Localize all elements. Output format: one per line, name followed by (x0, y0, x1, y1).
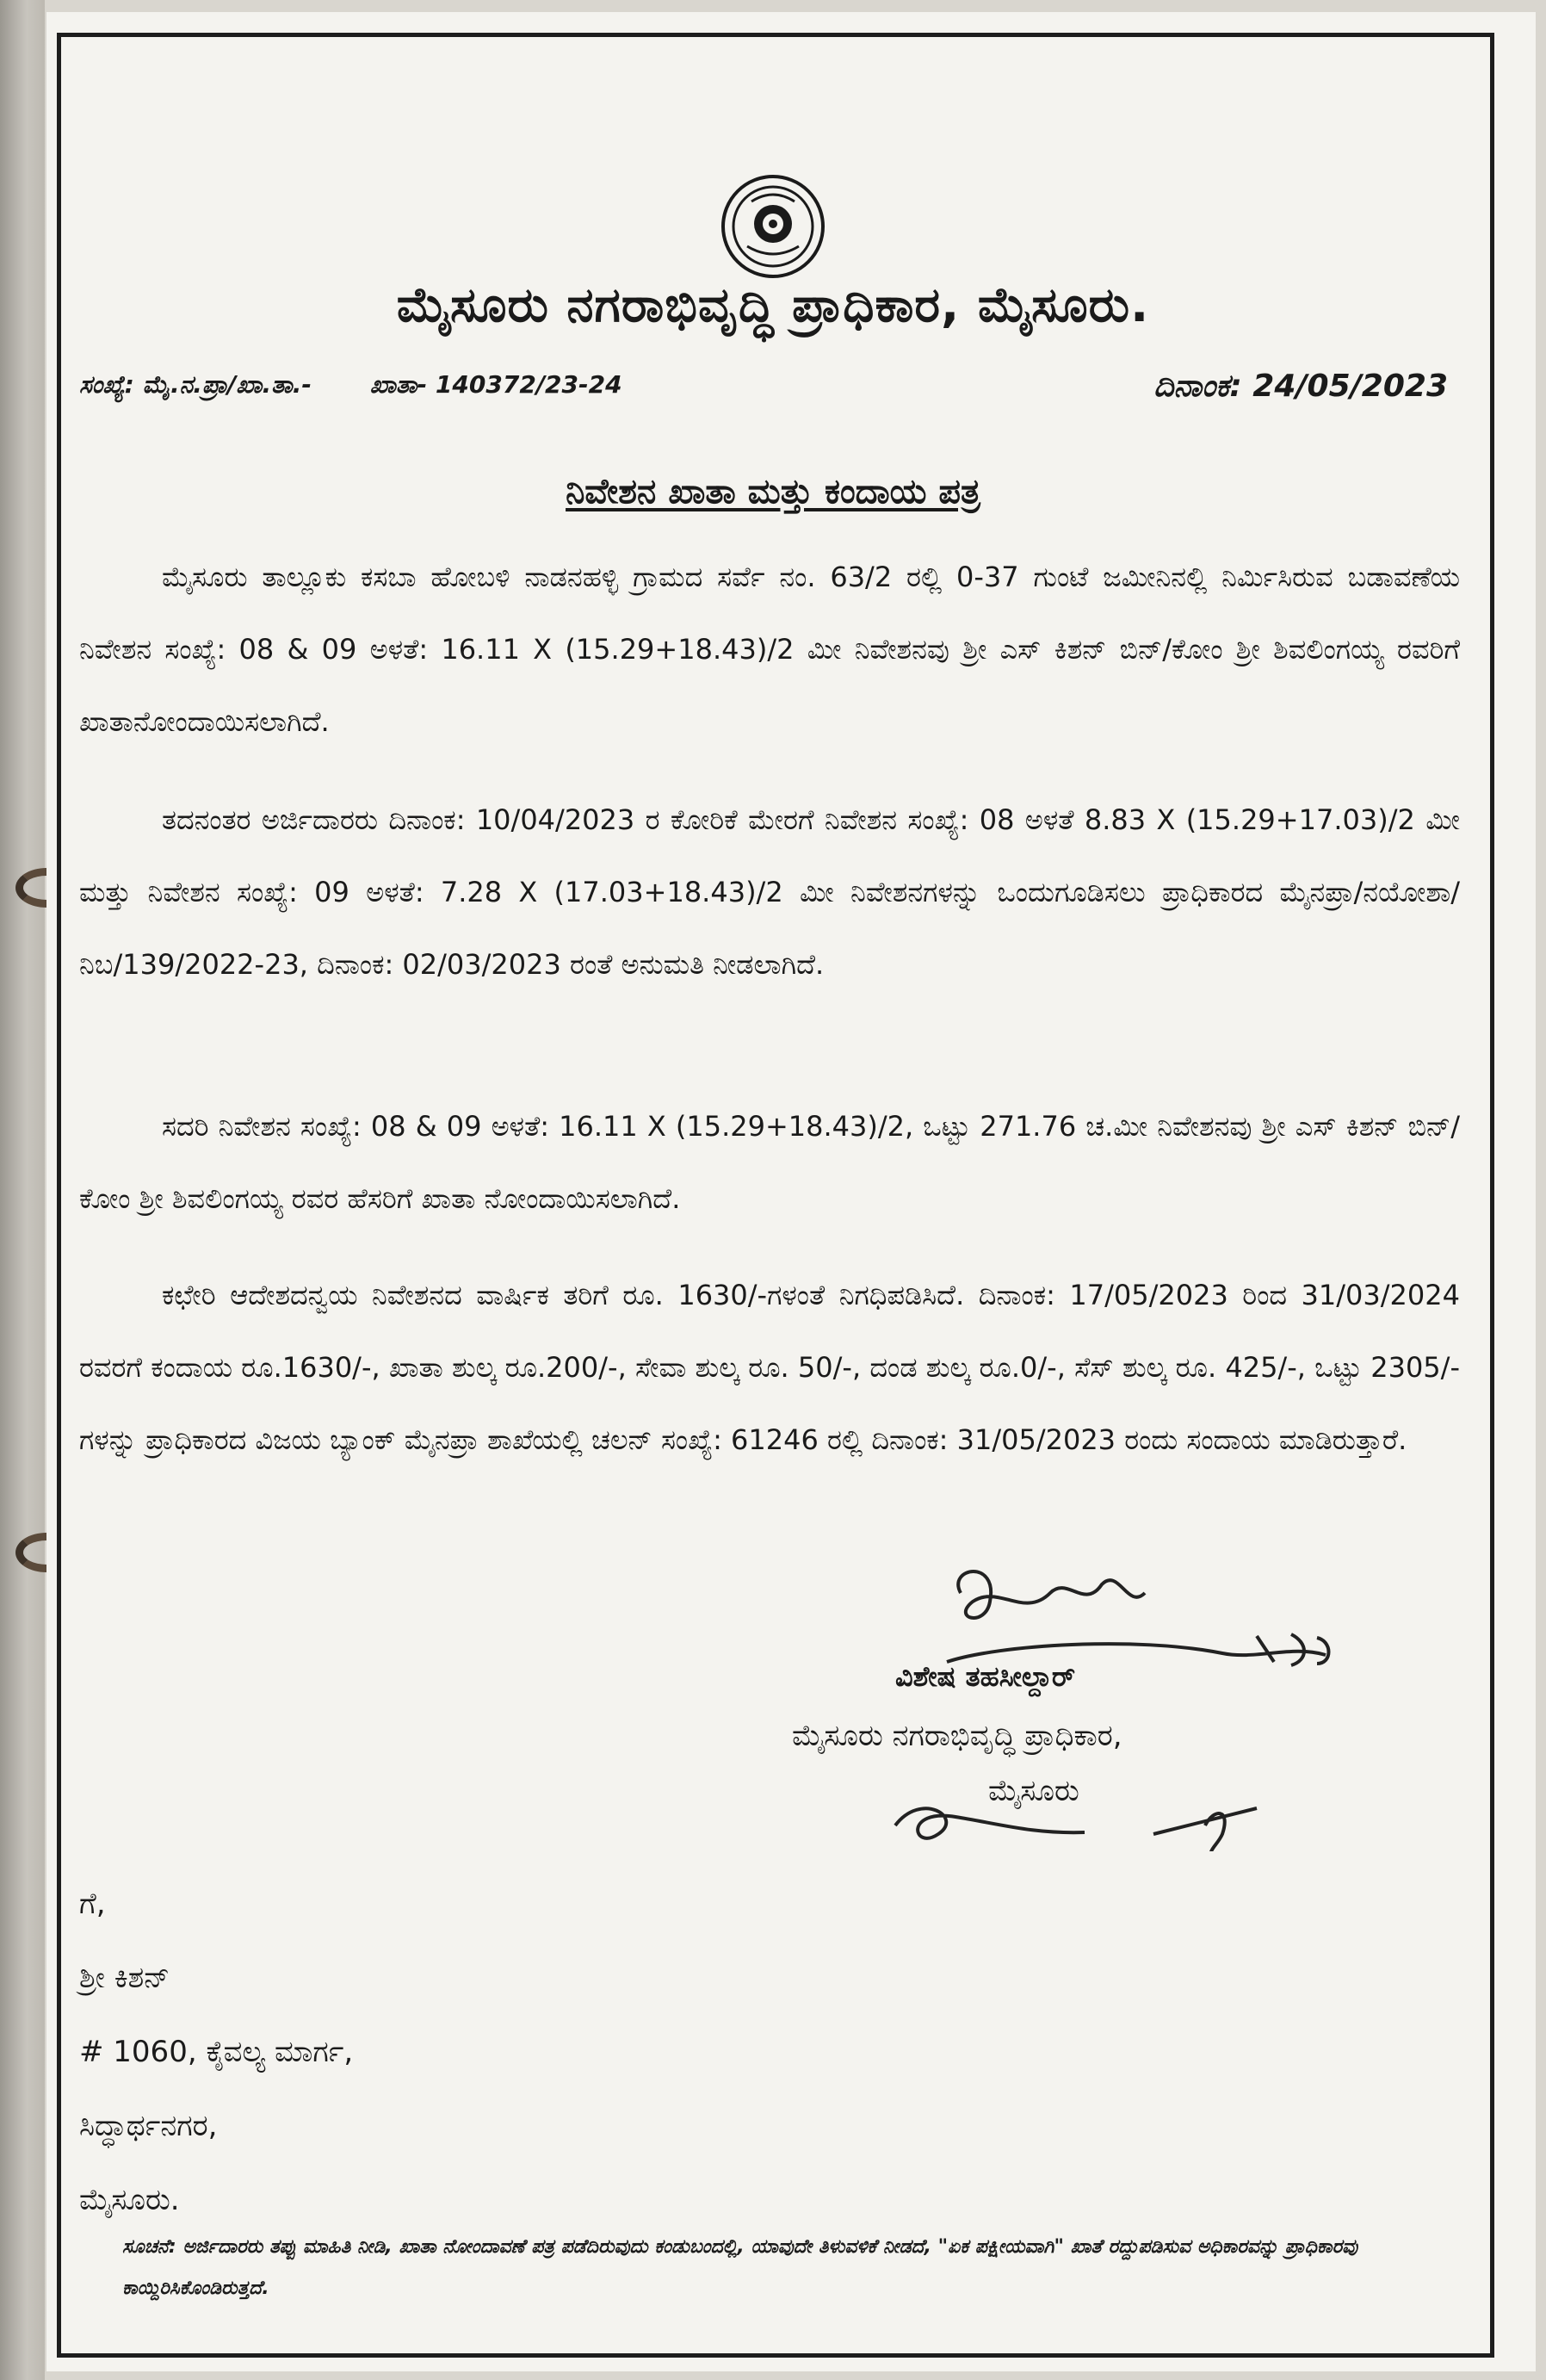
signatory-office: ಮೈಸೂರು ನಗರಾಭಿವೃದ್ಧಿ ಪ್ರಾಧಿಕಾರ, (792, 1719, 1122, 1753)
recipient-address (79, 1867, 353, 2237)
authority-title: ಮೈಸೂರು ನಗರಾಭಿವೃದ್ಧಿ ಪ್ರಾಧಿಕಾರ, ಮೈಸೂರು. (396, 277, 1150, 333)
issue-date: ದಿನಾಂಕ: 24/05/2023 (1153, 369, 1448, 404)
authority-emblem-icon (719, 172, 827, 281)
signatory-designation: ವಿಶೇಷ ತಹಸೀಲ್ದಾರ್ (895, 1660, 1076, 1693)
signatory-city: ಮೈಸೂರು (988, 1774, 1079, 1808)
letter-subject: ನಿವೇಶನ ಖಾತಾ ಮತ್ತು ಕಂದಾಯ ಪತ್ರ (566, 472, 980, 511)
paragraph-khata-registration: ಸದರಿ ನಿವೇಶನ ಸಂಖ್ಯೆ: 08 & 09 ಅಳತೆ: 16.11 X (15.29+18.43)/2, ಒಟ್ಟು 271.76 ಚ.ಮೀ ನಿವೇಶನವು ಶ್ರೀ ಎಸ್ ಕಿಶನ್ ಬಿನ್/ಕೋಂ ಶ್ರೀ ಶಿವಲಿಂಗಯ್ಯ ರವರ ಹೆಸರಿಗೆ ಖಾತಾ ನೋಂದಾಯಿಸಲಾಗಿದೆ. (79, 1110, 1460, 1215)
recipient-address-line2: ಸಿದ್ಧಾರ್ಥನಗರ, (79, 2109, 218, 2143)
paragraph-site-description: ಮೈಸೂರು ತಾಲ್ಲೂಕು ಕಸಬಾ ಹೋಬಳಿ ನಾಡನಹಳ್ಳಿ ಗ್ರಾಮದ ಸರ್ವೆ ನಂ. 63/2 ರಲ್ಲಿ 0-37 ಗುಂಟೆ ಜಮೀನಿನಲ್ಲಿ ನಿರ್ಮಿಸಿರುವ ಬಡಾವಣೆಯ ನಿವೇಶನ ಸಂಖ್ಯೆ: 08 & 09 ಅಳತೆ: 16.11 X (15.29+18.43)/2 ಮೀ ನಿವೇಶನವು ಶ್ರೀ ಎಸ್ ಕಿಶನ್ ಬಿನ್/ಕೋಂ ಶ್ರೀ ಶಿವಲಿಂಗಯ್ಯ ರವರಿಗೆ ಖಾತಾನೋಂದಾಯಿಸಲಾಗಿದೆ. (79, 561, 1460, 738)
khata-number: ಖಾತಾ- 140372/23-24 (369, 370, 622, 399)
recipient-name: ಶ್ರೀ ಕಿಶನ್ (79, 1961, 170, 1995)
footnote-warning: ಸೂಚನೆ: ಅರ್ಜಿದಾರರು ತಪ್ಪು ಮಾಹಿತಿ ನೀಡಿ, ಖಾತಾ ನೋಂದಾವಣೆ ಪತ್ರ ಪಡೆದಿರುವುದು ಕಂಡುಬಂದಲ್ಲಿ, ಯಾವುದೇ ತಿಳುವಳಿಕೆ ನೀಡದೆ, "ಏಕ ಪಕ್ಷೀಯವಾಗಿ" ಖಾತೆ ರದ್ದುಪಡಿಸುವ ಅಧಿಕಾರವನ್ನು ಪ್ರಾಧಿಕಾರವು ಕಾಯ್ದಿರಿಸಿಕೊಂಡಿರುತ್ತದೆ. (122, 2236, 1358, 2299)
file-binding-edge (0, 0, 45, 2380)
paragraph-tax-payment: ಕಛೇರಿ ಆದೇಶದನ್ವಯ ನಿವೇಶನದ ವಾರ್ಷಿಕ ತರಿಗೆ ರೂ. 1630/-ಗಳಂತೆ ನಿಗಧಿಪಡಿಸಿದೆ. ದಿನಾಂಕ: 17/05/2023 ರಿಂದ 31/03/2024 ರವರಗೆ ಕಂದಾಯ ರೂ.1630/-, ಖಾತಾ ಶುಲ್ಕ ರೂ.200/-, ಸೇವಾ ಶುಲ್ಕ ರೂ. 50/-, ದಂಡ ಶುಲ್ಕ ರೂ.0/-, ಸೆಸ್ ಶುಲ್ಕ ರೂ. 425/-, ಒಟ್ಟು 2305/-ಗಳನ್ನು ಪ್ರಾಧಿಕಾರದ ವಿಜಯ ಬ್ಯಾಂಕ್ ಮೈನಪ್ರಾ ಶಾಖೆಯಲ್ಲಿ ಚಲನ್ ಸಂಖ್ಯೆ: 61246 ರಲ್ಲಿ ದಿನಾಂಕ: 31/05/2023 ರಂದು ಸಂದಾಯ ಮಾಡಿರುತ್ತಾರೆ. (79, 1279, 1460, 1456)
recipient-address-line3: ಮೈಸೂರು. (79, 2183, 180, 2217)
reference-line (79, 370, 622, 400)
reference-number: ಸಂಖ್ಯೆ: ಮೈ.ನ.ಪ್ರಾ/ಖಾ.ತಾ.- (79, 370, 312, 399)
paragraph-merger-approval: ತದನಂತರ ಅರ್ಜಿದಾರರು ದಿನಾಂಕ: 10/04/2023 ರ ಕೋರಿಕೆ ಮೇರಗೆ ನಿವೇಶನ ಸಂಖ್ಯೆ: 08 ಅಳತೆ 8.83 X (15.29+17.03)/2 ಮೀ ಮತ್ತು ನಿವೇಶನ ಸಂಖ್ಯೆ: 09 ಅಳತೆ: 7.28 X (17.03+18.43)/2 ಮೀ ನಿವೇಶನಗಳನ್ನು ಒಂದುಗೂಡಿಸಲು ಪ್ರಾಧಿಕಾರದ ಮೈನಪ್ರಾ/ನಯೋಶಾ/ನಿಬ/139/2022-23, ದಿನಾಂಕ: 02/03/2023 ರಂತೆ ಅನುಮತಿ ನೀಡಲಾಗಿದೆ. (79, 803, 1460, 981)
recipient-address-line1: # 1060, ಕೈವಲ್ಯ ಮಾರ್ಗ, (79, 2035, 354, 2069)
recipient-salutation: ಗೆ, (79, 1887, 106, 1921)
